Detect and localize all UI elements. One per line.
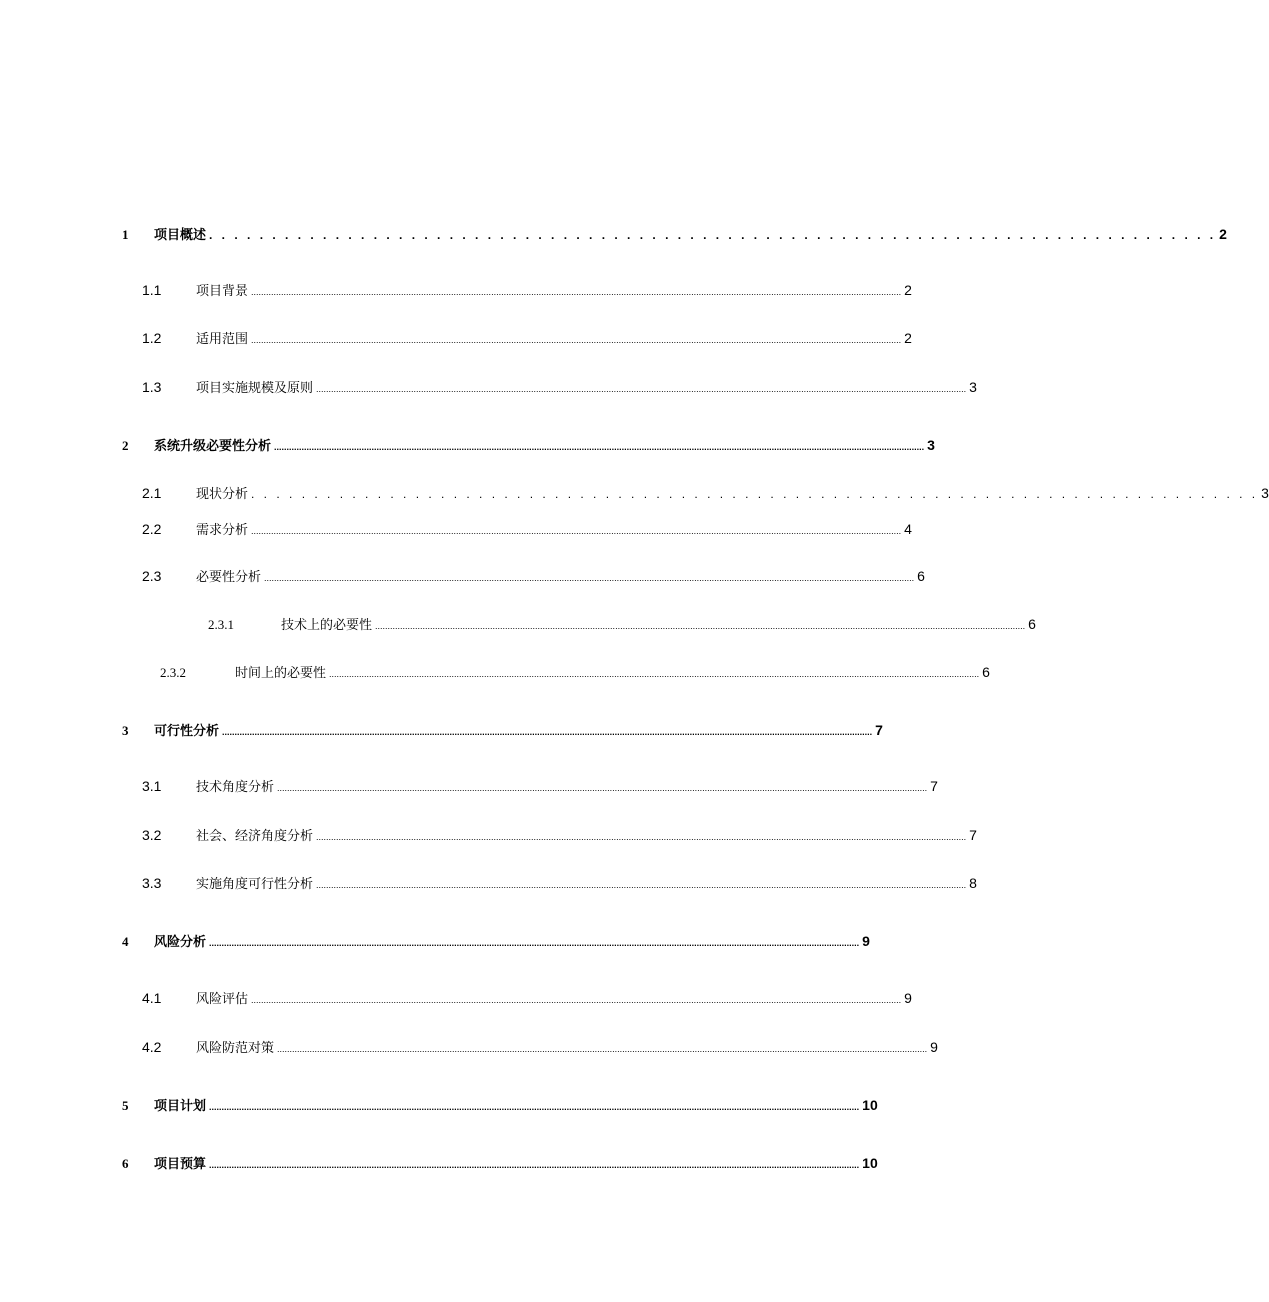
- toc-entry[interactable]: [142, 825, 977, 845]
- toc-entry[interactable]: [142, 483, 1269, 503]
- dot-leader: ....................................................................................................................................................................................................................................................................: [251, 287, 902, 297]
- toc-entry-number: 2.3.1: [208, 617, 234, 632]
- toc-entry-number: 3.3: [142, 875, 162, 891]
- toc-entry-page: 10: [862, 1097, 878, 1113]
- dot-leader: ....................................................................................................................................................................................................................................................................: [251, 335, 902, 345]
- dot-leader: ....................................................................................................................................................................................................................................................................: [375, 621, 1026, 631]
- toc-entry[interactable]: [142, 873, 977, 893]
- toc-entry[interactable]: [142, 776, 938, 796]
- toc-entry[interactable]: [142, 988, 912, 1008]
- toc-entry-number: 3.2: [142, 827, 162, 843]
- toc-entry[interactable]: [122, 435, 935, 455]
- toc-entry-number: 5: [122, 1098, 129, 1113]
- toc-entry[interactable]: [142, 566, 925, 586]
- toc-entry-page: 7: [930, 778, 938, 794]
- dot-leader: ....................................................................................................................................................................................................................................................................: [274, 442, 925, 452]
- dot-leader: ....................................................................................................................................................................................................................................................................: [209, 1160, 860, 1170]
- toc-entry-title: 项目计划: [154, 1099, 207, 1114]
- toc-entry[interactable]: [142, 519, 912, 539]
- toc-entry-title: 实施角度可行性分析: [196, 877, 314, 892]
- toc-entry-title: 时间上的必要性: [235, 666, 327, 681]
- dot-leader: ....................................................................................................................................................................................................................................................................: [209, 938, 860, 948]
- toc-entry-number: 2.3: [142, 568, 162, 584]
- toc-entry-number: 4: [122, 934, 129, 949]
- toc-entry[interactable]: [142, 328, 912, 348]
- toc-entry-page: 2: [1219, 226, 1227, 242]
- toc-entry-title: 风险评估: [196, 992, 249, 1007]
- toc-entry-title: 技术角度分析: [196, 780, 275, 795]
- dot-leader: ....................................................................................................................................................................................................................................................................: [316, 832, 967, 842]
- toc-entry-title: 项目预算: [154, 1157, 207, 1172]
- toc-entry-number: 2.3.2: [160, 665, 186, 680]
- toc-entry-number: 1.2: [142, 330, 162, 346]
- toc-entry-title: 需求分析: [196, 523, 249, 538]
- toc-entry-number: 2: [122, 438, 129, 453]
- toc-entry[interactable]: [122, 720, 883, 740]
- dot-leader: ....................................................................................................................................................................................................................................................................: [329, 669, 980, 679]
- toc-entry[interactable]: [122, 1095, 878, 1115]
- dot-leader: . . . . . . . . . . . . . . . . . . . . . . . . . . . . . . . . . . . . . . . . . . . . . . . . . . . . . . . . . . . . . . . . . . . . . . . . . . . . . . . .: [251, 487, 1259, 501]
- toc-entry-title: 社会、经济角度分析: [196, 829, 314, 844]
- toc-entry-page: 6: [917, 568, 925, 584]
- toc-entry-page: 3: [927, 437, 935, 453]
- toc-entry-page: 3: [969, 379, 977, 395]
- toc-entry-number: 1: [122, 227, 129, 242]
- toc-entry-title: 风险防范对策: [196, 1041, 275, 1056]
- toc-entry-number: 2.1: [142, 485, 162, 501]
- toc-entry-page: 3: [1261, 485, 1269, 501]
- toc-entry-number: 1.3: [142, 379, 162, 395]
- dot-leader: ....................................................................................................................................................................................................................................................................: [251, 995, 902, 1005]
- toc-entry-number: 3.1: [142, 778, 162, 794]
- dot-leader: ....................................................................................................................................................................................................................................................................: [316, 880, 967, 890]
- toc-entry-title: 项目背景: [196, 284, 249, 299]
- toc-entry[interactable]: [122, 931, 870, 951]
- toc-entry-page: 9: [862, 933, 870, 949]
- toc-entry-page: 8: [969, 875, 977, 891]
- toc-entry[interactable]: [160, 662, 990, 682]
- toc-entry-title: 适用范围: [196, 332, 249, 347]
- toc-entry-page: 7: [875, 722, 883, 738]
- toc-entry-page: 6: [982, 664, 990, 680]
- toc-entry-title: 系统升级必要性分析: [154, 439, 272, 454]
- dot-leader: ....................................................................................................................................................................................................................................................................: [222, 727, 873, 737]
- toc-entry-title: 风险分析: [154, 935, 207, 950]
- toc-entry[interactable]: [142, 1037, 938, 1057]
- dot-leader: ....................................................................................................................................................................................................................................................................: [264, 573, 915, 583]
- toc-entry-title: 现状分析: [196, 487, 249, 502]
- toc-entry-page: 4: [904, 521, 912, 537]
- dot-leader: ....................................................................................................................................................................................................................................................................: [251, 526, 902, 536]
- toc-entry-page: 2: [904, 282, 912, 298]
- toc-entry-number: 4.1: [142, 990, 162, 1006]
- toc-entry-title: 可行性分析: [154, 724, 220, 739]
- dot-leader: ....................................................................................................................................................................................................................................................................: [316, 384, 967, 394]
- toc-entry-title: 项目实施规模及原则: [196, 381, 314, 396]
- toc-entry-page: 9: [930, 1039, 938, 1055]
- toc-entry-number: 3: [122, 723, 129, 738]
- toc-entry[interactable]: [122, 1153, 878, 1173]
- toc-entry-page: 2: [904, 330, 912, 346]
- toc-entry-number: 2.2: [142, 521, 162, 537]
- toc-entry-number: 4.2: [142, 1039, 162, 1055]
- toc-entry[interactable]: [142, 280, 912, 300]
- dot-leader: . . . . . . . . . . . . . . . . . . . . . . . . . . . . . . . . . . . . . . . . . . . . . . . . . . . . . . . . . . . . . . . . . . . . . . . . . . . . . . . .: [209, 228, 1217, 242]
- toc-entry-page: 7: [969, 827, 977, 843]
- toc-entry[interactable]: [142, 377, 977, 397]
- toc-entry-title: 技术上的必要性: [281, 618, 373, 633]
- toc-entry-number: 6: [122, 1156, 129, 1171]
- dot-leader: ....................................................................................................................................................................................................................................................................: [209, 1102, 860, 1112]
- toc-entry-number: 1.1: [142, 282, 162, 298]
- toc-entry-page: 6: [1028, 616, 1036, 632]
- toc-entry-title: 项目概述: [154, 228, 207, 243]
- toc-entry-page: 10: [862, 1155, 878, 1171]
- toc-entry-title: 必要性分析: [196, 570, 262, 585]
- toc-entry[interactable]: [122, 224, 1227, 244]
- toc-entry[interactable]: [208, 614, 1036, 634]
- dot-leader: ....................................................................................................................................................................................................................................................................: [277, 783, 928, 793]
- toc-entry-page: 9: [904, 990, 912, 1006]
- dot-leader: ....................................................................................................................................................................................................................................................................: [277, 1044, 928, 1054]
